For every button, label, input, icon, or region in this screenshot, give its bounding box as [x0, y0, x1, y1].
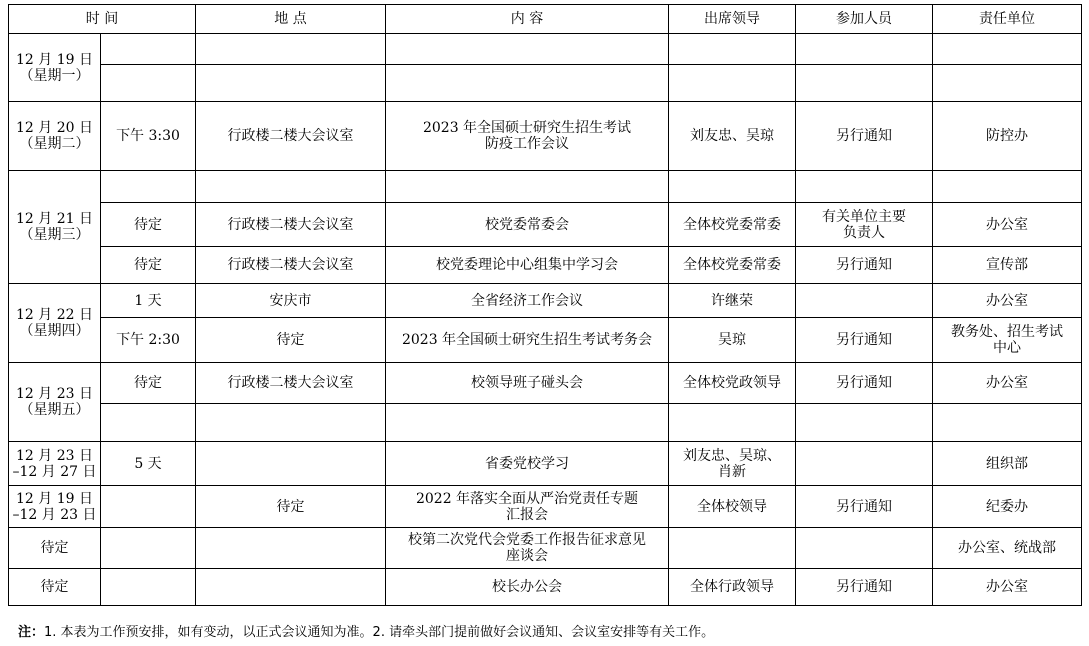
table-row — [9, 284, 1082, 318]
time-cell: 待定 — [101, 247, 196, 284]
table-row — [9, 171, 1082, 203]
attendees-cell: 另行通知 — [796, 247, 933, 284]
leader-cell: 许继荣 — [669, 284, 796, 318]
footnote-text: 1. 本表为工作预安排，如有变动，以正式会议通知为准。2. 请牵头部门提前做好会议通知、会议室安排等有关工作。 — [44, 625, 715, 640]
leader-cell: 全体校党委常委 — [669, 247, 796, 284]
empty-cell — [796, 528, 933, 569]
leader-cell: 全体校领导 — [669, 486, 796, 528]
content-cell: 2023 年全国硕士研究生招生考试 防疫工作会议 — [386, 102, 669, 171]
leader-cell: 全体校党委常委 — [669, 203, 796, 247]
table-row — [9, 318, 1082, 363]
unit-cell: 宣传部 — [933, 247, 1082, 284]
place-cell: 待定 — [196, 318, 386, 363]
empty-cell — [196, 404, 386, 442]
place-cell: 行政楼二楼大会议室 — [196, 247, 386, 284]
empty-cell — [796, 65, 933, 102]
table-row — [9, 404, 1082, 442]
empty-cell — [669, 65, 796, 102]
empty-cell — [933, 171, 1082, 203]
date-cell: 待定 — [9, 528, 101, 569]
empty-cell — [386, 65, 669, 102]
attendees-cell: 另行通知 — [796, 486, 933, 528]
unit-cell: 办公室 — [933, 284, 1082, 318]
date-cell: 12 月 22 日 （星期四） — [9, 284, 101, 363]
empty-cell — [196, 34, 386, 65]
time-cell: 下午 3:30 — [101, 102, 196, 171]
empty-cell — [669, 404, 796, 442]
attendees-cell: 另行通知 — [796, 318, 933, 363]
unit-cell: 办公室 — [933, 203, 1082, 247]
empty-cell — [101, 528, 196, 569]
unit-cell: 防控办 — [933, 102, 1082, 171]
date-cell: 12 月 19 日 （星期一） — [9, 34, 101, 102]
table-row — [9, 442, 1082, 486]
empty-cell — [101, 171, 196, 203]
attendees-cell: 另行通知 — [796, 569, 933, 606]
time-cell: 5 天 — [101, 442, 196, 486]
empty-cell — [669, 171, 796, 203]
footnote-label: 注： — [18, 625, 45, 640]
empty-cell — [196, 171, 386, 203]
empty-cell — [196, 65, 386, 102]
header-attendees: 参加人员 — [796, 5, 933, 34]
header-place: 地 点 — [196, 5, 386, 34]
header-unit: 责任单位 — [933, 5, 1082, 34]
empty-cell — [196, 528, 386, 569]
empty-cell — [796, 404, 933, 442]
header-leader: 出席领导 — [669, 5, 796, 34]
content-cell: 2023 年全国硕士研究生招生考试考务会 — [386, 318, 669, 363]
empty-cell — [101, 65, 196, 102]
table-row — [9, 486, 1082, 528]
header-row — [9, 5, 1082, 34]
table-row — [9, 247, 1082, 284]
time-cell — [101, 486, 196, 528]
empty-cell — [933, 65, 1082, 102]
table-row — [9, 203, 1082, 247]
time-cell: 待定 — [101, 203, 196, 247]
content-cell: 全省经济工作会议 — [386, 284, 669, 318]
leader-cell: 刘友忠、吴琼、 肖新 — [669, 442, 796, 486]
content-cell: 校领导班子碰头会 — [386, 363, 669, 404]
empty-cell — [933, 34, 1082, 65]
empty-cell — [796, 171, 933, 203]
content-cell: 省委党校学习 — [386, 442, 669, 486]
place-cell: 行政楼二楼大会议室 — [196, 102, 386, 171]
attendees-cell: 有关单位主要 负责人 — [796, 203, 933, 247]
unit-cell: 纪委办 — [933, 486, 1082, 528]
place-cell: 行政楼二楼大会议室 — [196, 363, 386, 404]
empty-cell — [386, 171, 669, 203]
leader-cell: 刘友忠、吴琼 — [669, 102, 796, 171]
empty-cell — [796, 34, 933, 65]
date-cell: 12 月 19 日 –12 月 23 日 — [9, 486, 101, 528]
table-row — [9, 363, 1082, 404]
schedule-table — [8, 4, 1082, 606]
time-cell: 待定 — [101, 363, 196, 404]
time-cell: 1 天 — [101, 284, 196, 318]
leader-cell: 全体行政领导 — [669, 569, 796, 606]
unit-cell: 办公室 — [933, 569, 1082, 606]
footnote — [18, 621, 714, 640]
empty-cell — [196, 569, 386, 606]
leader-cell: 吴琼 — [669, 318, 796, 363]
table-row — [9, 65, 1082, 102]
header-content: 内 容 — [386, 5, 669, 34]
header-time: 时 间 — [9, 5, 196, 34]
empty-cell — [669, 528, 796, 569]
attendees-cell: 另行通知 — [796, 102, 933, 171]
date-cell: 12 月 20 日 （星期二） — [9, 102, 101, 171]
empty-cell — [101, 404, 196, 442]
table-row — [9, 102, 1082, 171]
attendees-cell: 另行通知 — [796, 363, 933, 404]
content-cell: 校党委理论中心组集中学习会 — [386, 247, 669, 284]
empty-cell — [101, 34, 196, 65]
content-cell: 2022 年落实全面从严治党责任专题 汇报会 — [386, 486, 669, 528]
table-row — [9, 34, 1082, 65]
place-cell: 行政楼二楼大会议室 — [196, 203, 386, 247]
table-row — [9, 528, 1082, 569]
unit-cell: 办公室、统战部 — [933, 528, 1082, 569]
content-cell: 校长办公会 — [386, 569, 669, 606]
place-cell: 待定 — [196, 486, 386, 528]
empty-cell — [669, 34, 796, 65]
attendees-cell — [796, 442, 933, 486]
time-cell: 下午 2:30 — [101, 318, 196, 363]
empty-cell — [933, 404, 1082, 442]
content-cell: 校第二次党代会党委工作报告征求意见 座谈会 — [386, 528, 669, 569]
leader-cell: 全体校党政领导 — [669, 363, 796, 404]
place-cell — [196, 442, 386, 486]
attendees-cell — [796, 284, 933, 318]
date-cell: 12 月 21 日 （星期三） — [9, 171, 101, 284]
date-cell: 12 月 23 日 （星期五） — [9, 363, 101, 442]
content-cell: 校党委常委会 — [386, 203, 669, 247]
unit-cell: 组织部 — [933, 442, 1082, 486]
date-cell: 12 月 23 日 –12 月 27 日 — [9, 442, 101, 486]
empty-cell — [386, 34, 669, 65]
unit-cell: 教务处、招生考试 中心 — [933, 318, 1082, 363]
unit-cell: 办公室 — [933, 363, 1082, 404]
date-cell: 待定 — [9, 569, 101, 606]
table-row — [9, 569, 1082, 606]
empty-cell — [386, 404, 669, 442]
place-cell: 安庆市 — [196, 284, 386, 318]
empty-cell — [101, 569, 196, 606]
